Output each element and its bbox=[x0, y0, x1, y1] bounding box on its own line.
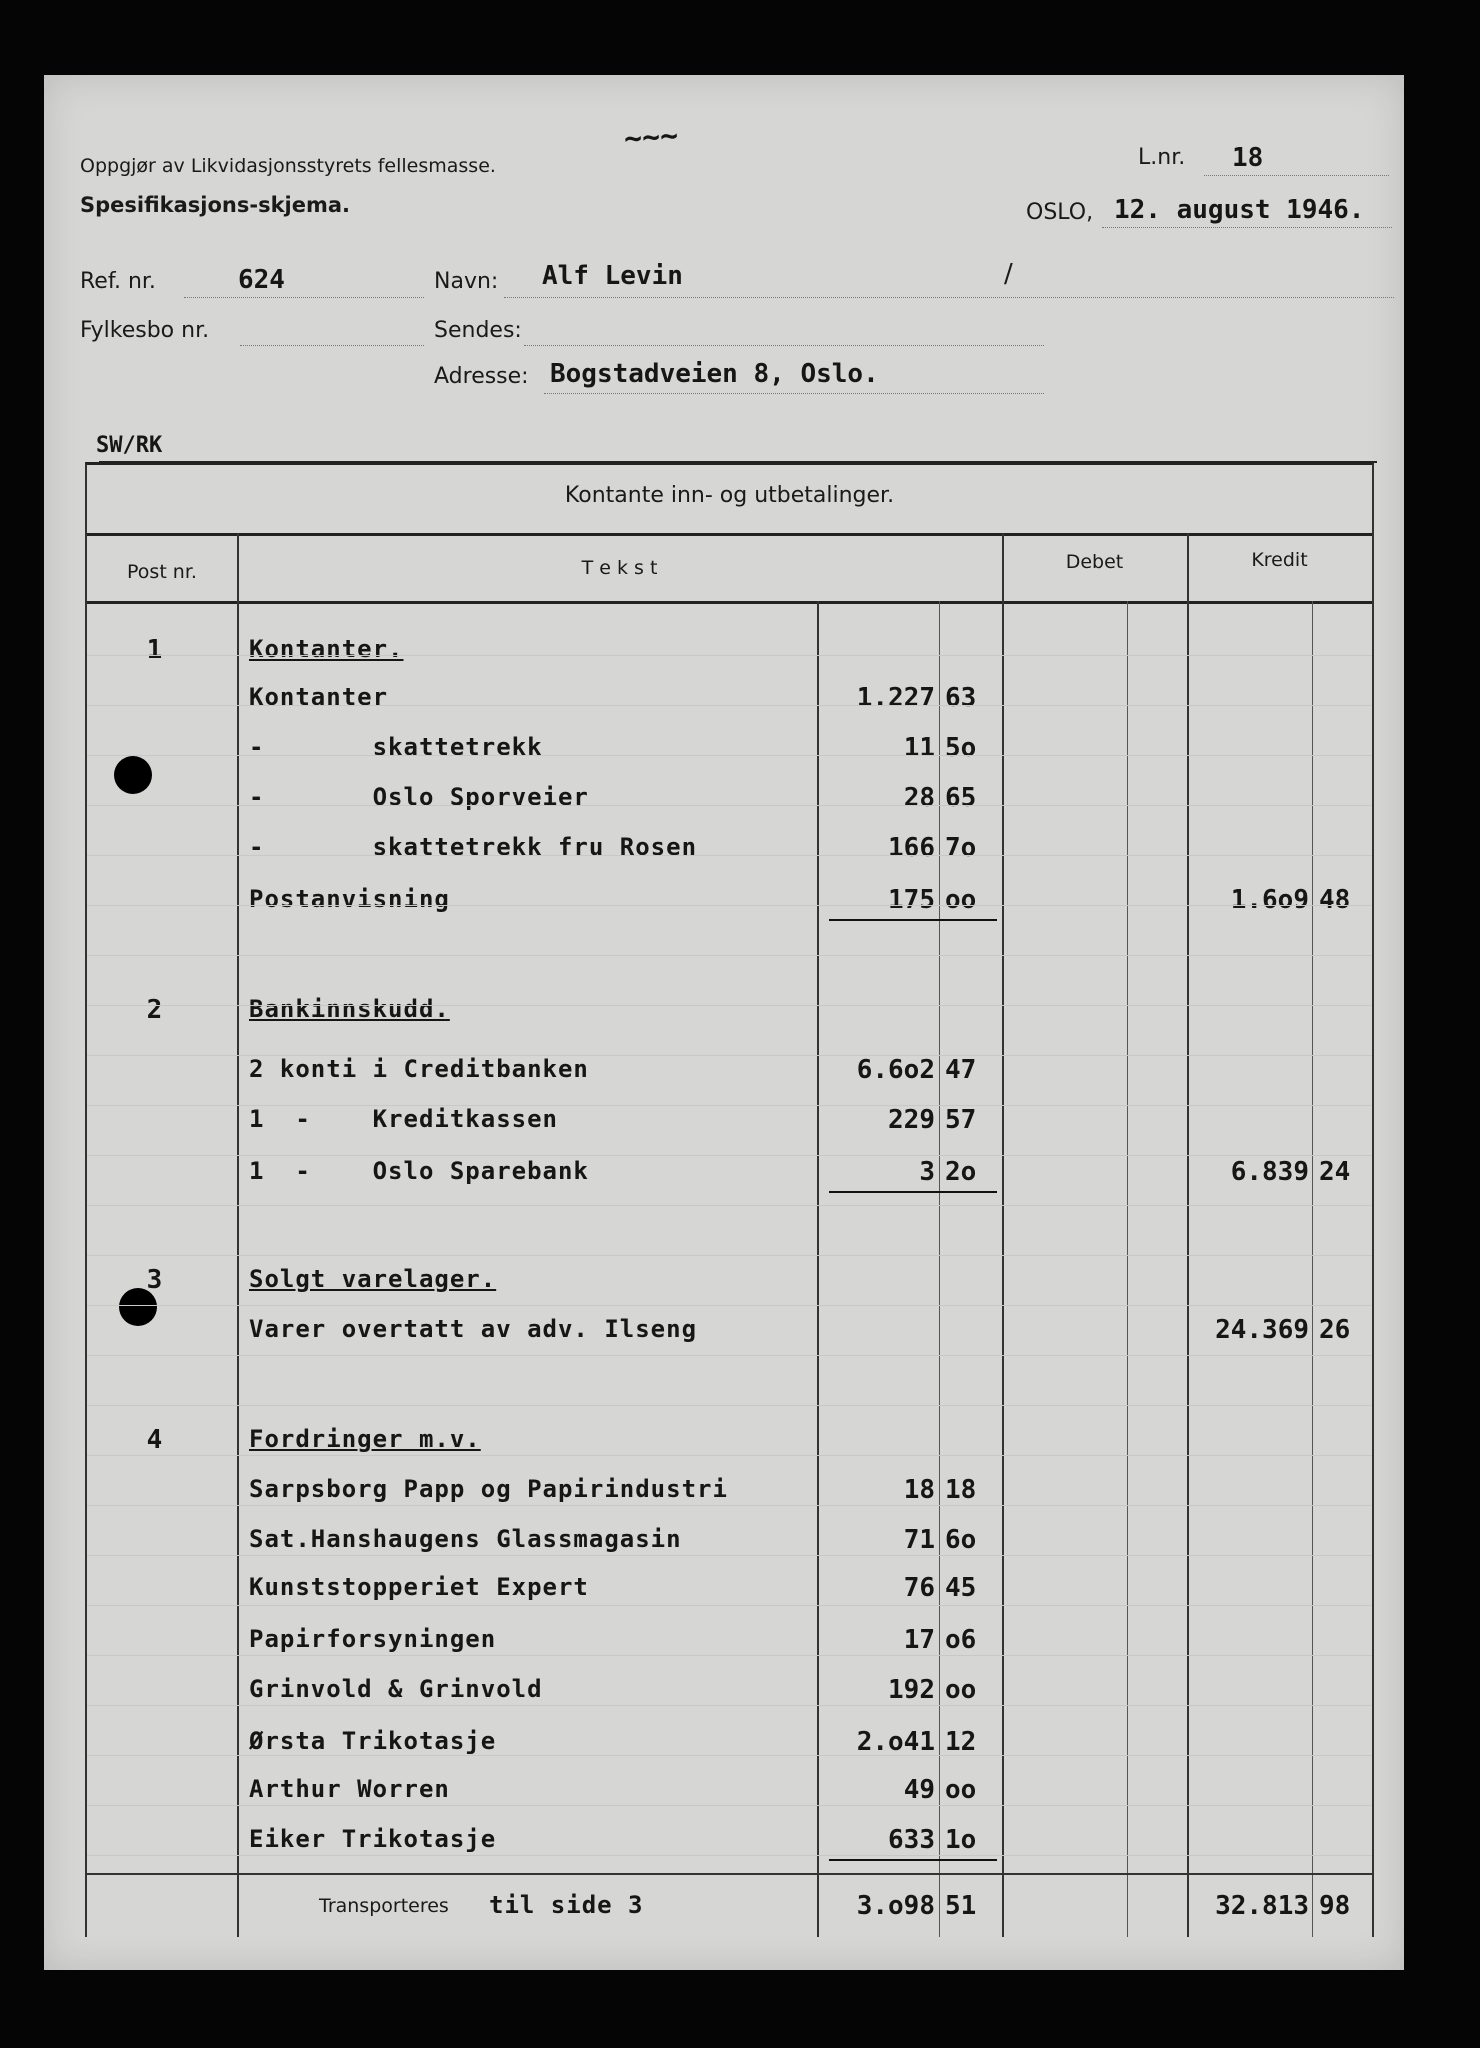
subtotal-amount: 166 bbox=[888, 833, 935, 863]
footer-kredit: 32.813 bbox=[1215, 1891, 1309, 1921]
name-slash: / bbox=[1004, 259, 1013, 289]
kredit-amount: 6.839 bbox=[1230, 1157, 1309, 1187]
ruled-line bbox=[87, 955, 1372, 956]
entry-text: - skattetrekk fru Rosen bbox=[249, 833, 698, 861]
subtotal-decimals: oo bbox=[945, 1775, 977, 1805]
col-header-tekst: T e k s t bbox=[581, 557, 658, 579]
entry-text: 1 - Kreditkassen bbox=[249, 1105, 558, 1133]
stamp-scribble: ~~~ bbox=[622, 118, 680, 157]
subtotal-amount: 2.o41 bbox=[856, 1727, 935, 1757]
post-number: 2 bbox=[146, 995, 163, 1025]
subtotal-decimals: 57 bbox=[945, 1105, 977, 1135]
entry-text: Sarpsborg Papp og Papirindustri bbox=[249, 1475, 728, 1503]
place-label: OSLO, bbox=[1026, 200, 1094, 225]
post-number: 4 bbox=[146, 1425, 163, 1455]
ruled-line bbox=[87, 1205, 1372, 1206]
entry-text: - Oslo Sporveier bbox=[249, 783, 589, 811]
footer-subtotal-decimals: 51 bbox=[945, 1891, 977, 1921]
ruled-line bbox=[87, 905, 1372, 906]
section-heading: Bankinnskudd. bbox=[249, 995, 450, 1023]
section-heading: Fordringer m.v. bbox=[249, 1425, 481, 1453]
post-number: 3 bbox=[146, 1265, 163, 1295]
subtotal-amount: 633 bbox=[888, 1825, 935, 1855]
subtotal-decimals: oo bbox=[945, 885, 977, 915]
subtotal-amount: 11 bbox=[903, 733, 935, 763]
navn-label: Navn: bbox=[434, 269, 499, 294]
entry-text: Sat.Hanshaugens Glassmagasin bbox=[249, 1525, 682, 1553]
subtotal-amount: 1.227 bbox=[856, 683, 935, 713]
ruled-line bbox=[87, 1805, 1372, 1806]
footer-label: Transporteres bbox=[319, 1895, 449, 1917]
lnr-label: L.nr. bbox=[1138, 145, 1186, 170]
form-title: Spesifikasjons-skjema. bbox=[80, 193, 351, 217]
entry-text: Postanvisning bbox=[249, 885, 450, 913]
ref-value: 624 bbox=[238, 265, 285, 295]
document-date: 12. august 1946. bbox=[1114, 195, 1365, 225]
lnr-value: 18 bbox=[1232, 143, 1264, 173]
ruled-line bbox=[87, 1255, 1372, 1256]
post-number: 1 bbox=[146, 635, 163, 665]
sum-underline bbox=[829, 1191, 997, 1193]
fylkesbo-label: Fylkesbo nr. bbox=[80, 318, 210, 343]
ruled-line bbox=[87, 855, 1372, 856]
ref-label: Ref. nr. bbox=[80, 269, 156, 294]
kredit-amount: 24.369 bbox=[1215, 1315, 1309, 1345]
kredit-amount: 1.6o9 bbox=[1230, 885, 1309, 915]
subtotal-decimals: oo bbox=[945, 1675, 977, 1705]
subtotal-decimals: 12 bbox=[945, 1727, 977, 1757]
ruled-line bbox=[87, 1705, 1372, 1706]
footer-subtotal: 3.o98 bbox=[856, 1891, 935, 1921]
ruled-line bbox=[87, 755, 1372, 756]
subtotal-decimals: 45 bbox=[945, 1573, 977, 1603]
ruled-line bbox=[87, 655, 1372, 656]
initials: SW/RK bbox=[96, 433, 163, 458]
ruled-line bbox=[87, 1305, 1372, 1306]
kredit-decimals: 26 bbox=[1319, 1315, 1351, 1345]
col-header-debet: Debet bbox=[1065, 551, 1124, 573]
kredit-decimals: 24 bbox=[1319, 1157, 1351, 1187]
ruled-line bbox=[87, 1505, 1372, 1506]
sum-underline bbox=[829, 1859, 997, 1861]
entry-text: Kontanter bbox=[249, 683, 389, 711]
subtotal-decimals: 7o bbox=[945, 833, 977, 863]
navn-value: Alf Levin bbox=[542, 261, 683, 291]
subtotal-amount: 76 bbox=[903, 1573, 935, 1603]
ruled-line bbox=[87, 1755, 1372, 1756]
ruled-line bbox=[87, 1355, 1372, 1356]
subtotal-decimals: o6 bbox=[945, 1625, 977, 1655]
ruled-line bbox=[87, 1605, 1372, 1606]
adresse-label: Adresse: bbox=[434, 364, 529, 389]
ruled-line bbox=[87, 1455, 1372, 1456]
sendes-label: Sendes: bbox=[434, 318, 522, 343]
subtotal-amount: 192 bbox=[888, 1675, 935, 1705]
entry-text: - skattetrekk bbox=[249, 733, 543, 761]
subtotal-amount: 28 bbox=[903, 783, 935, 813]
subtotal-amount: 229 bbox=[888, 1105, 935, 1135]
col-header-kredit: Kredit bbox=[1251, 549, 1308, 571]
subtotal-amount: 71 bbox=[903, 1525, 935, 1555]
ruled-line bbox=[87, 1155, 1372, 1156]
subtotal-decimals: 47 bbox=[945, 1055, 977, 1085]
col-header-post: Post nr. bbox=[127, 561, 197, 583]
subtotal-decimals: 6o bbox=[945, 1525, 977, 1555]
ruled-line bbox=[87, 1005, 1372, 1006]
subtotal-amount: 6.6o2 bbox=[856, 1055, 935, 1085]
subtotal-decimals: 2o bbox=[945, 1157, 977, 1187]
ruled-line bbox=[87, 1105, 1372, 1106]
entry-text: Papirforsyningen bbox=[249, 1625, 497, 1653]
subtotal-amount: 3 bbox=[919, 1157, 935, 1187]
subtotal-amount: 17 bbox=[903, 1625, 935, 1655]
entry-text: Kunststopperiet Expert bbox=[249, 1573, 589, 1601]
subtotal-decimals: 65 bbox=[945, 783, 977, 813]
kredit-decimals: 48 bbox=[1319, 885, 1351, 915]
org-line: Oppgjør av Likvidasjonsstyrets fellesmasse. bbox=[80, 155, 496, 177]
entry-text: Arthur Worren bbox=[249, 1775, 450, 1803]
footer-kredit-decimals: 98 bbox=[1319, 1891, 1351, 1921]
subtotal-decimals: 5o bbox=[945, 733, 977, 763]
subtotal-amount: 18 bbox=[903, 1475, 935, 1505]
entry-text: Ørsta Trikotasje bbox=[249, 1727, 497, 1755]
sum-underline bbox=[829, 919, 997, 921]
table-title: Kontante inn- og utbetalinger. bbox=[564, 483, 895, 508]
ruled-line bbox=[87, 1055, 1372, 1056]
entry-text: Grinvold & Grinvold bbox=[249, 1675, 543, 1703]
subtotal-decimals: 1o bbox=[945, 1825, 977, 1855]
ruled-line bbox=[87, 705, 1372, 706]
subtotal-decimals: 63 bbox=[945, 683, 977, 713]
ruled-line bbox=[87, 1855, 1372, 1856]
ruled-line bbox=[87, 1655, 1372, 1656]
section-heading: Kontanter. bbox=[249, 635, 404, 663]
footer-text: til side 3 bbox=[489, 1891, 644, 1919]
entry-text: 1 - Oslo Sparebank bbox=[249, 1157, 589, 1185]
entry-text: 2 konti i Creditbanken bbox=[249, 1055, 589, 1083]
ruled-line bbox=[87, 1555, 1372, 1556]
entry-text: Eiker Trikotasje bbox=[249, 1825, 497, 1853]
subtotal-decimals: 18 bbox=[945, 1475, 977, 1505]
ledger-table bbox=[85, 462, 1374, 1937]
section-heading: Solgt varelager. bbox=[249, 1265, 497, 1293]
entry-text: Varer overtatt av adv. Ilseng bbox=[249, 1315, 698, 1343]
subtotal-amount: 175 bbox=[888, 885, 935, 915]
adresse-value: Bogstadveien 8, Oslo. bbox=[550, 359, 879, 389]
subtotal-amount: 49 bbox=[903, 1775, 935, 1805]
ruled-line bbox=[87, 805, 1372, 806]
ruled-line bbox=[87, 1405, 1372, 1406]
